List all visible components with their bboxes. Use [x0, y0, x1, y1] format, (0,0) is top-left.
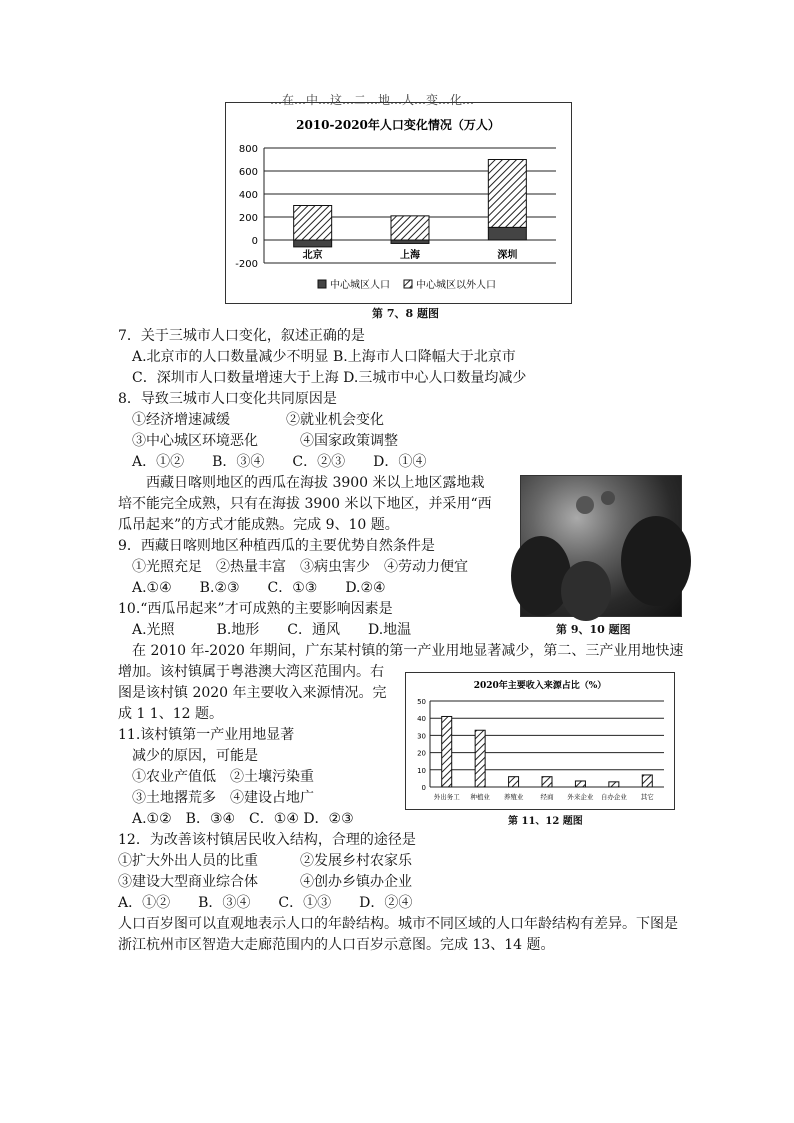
- chart1-ytick: 600: [238, 167, 258, 178]
- q11-reasons-1: ①农业产值低 ②土壤污染重: [132, 769, 314, 785]
- chart2-xlabel: 种植业: [470, 793, 490, 801]
- chart2-ytick: 40: [417, 715, 426, 724]
- passage-13-14-line2: 浙江杭州市区智造大走廊范围内的人口百岁示意图。完成 13、14 题。: [118, 937, 555, 953]
- chart2-ytick: 20: [417, 749, 426, 758]
- q9-options: A.①④ B.②③ C．①③ D.②④: [132, 580, 386, 596]
- chart2-ytick: 10: [417, 766, 426, 775]
- q7-options-ab: A.北京市的人口数量减少不明显 B.上海市人口降幅大于北京市: [132, 349, 516, 365]
- chart1-ytick: 800: [238, 144, 258, 155]
- chart1-xlabel: 上海: [400, 250, 420, 261]
- top-cut-text: …在…中…这…二…地…人…变…化…: [270, 93, 475, 107]
- chart2-xlabel: 外出务工: [433, 793, 460, 801]
- income-chart-caption: 第 11、12 题图: [508, 816, 583, 827]
- q9-conditions: ①光照充足 ②热量丰富 ③病虫害少 ④劳动力便宜: [132, 559, 468, 575]
- q11-options: A.①② B．③④ C．①④ D．②③: [132, 811, 354, 827]
- chart2-xlabel: 自办企业: [600, 793, 627, 801]
- q8-reasons-2: ③中心城区环境恶化 ④国家政策调整: [132, 433, 398, 449]
- passage-9-10-line2: 培不能完全成熟，只有在海拔 3900 米以下地区，并采用“西: [118, 496, 492, 512]
- chart2-bar: [609, 782, 619, 787]
- chart2-bar: [475, 730, 485, 787]
- chart2-bar: [642, 775, 652, 787]
- q12-ways-1: ①扩大外出人员的比重 ②发展乡村农家乐: [118, 853, 412, 869]
- chart2-bar: [442, 716, 452, 787]
- q12-stem: 12．为改善该村镇居民收入结构，合理的途径是: [118, 832, 416, 848]
- chart1-bar-outer: [391, 216, 429, 240]
- q9-stem: 9．西藏日喀则地区种植西瓜的主要优势自然条件是: [118, 538, 435, 554]
- chart1-title: 2010-2020年人口变化情况（万人）: [296, 118, 500, 132]
- population-chart: [226, 103, 571, 303]
- q7-options-cd: C．深圳市人口数量增速大于上海 D.三城市中心人口数量均减少: [132, 370, 527, 386]
- chart1-ytick: -200: [235, 259, 258, 270]
- income-chart: [406, 673, 674, 809]
- chart1-xlabel: 深圳: [497, 250, 518, 261]
- passage-9-10-line1: 西藏日喀则地区的西瓜在海拔 3900 米以上地区露地栽: [146, 475, 485, 491]
- population-chart-caption: 第 7、8 题图: [372, 307, 439, 320]
- chart1-xlabel: 北京: [302, 250, 323, 261]
- chart2-bar: [509, 777, 519, 787]
- watermelon-greenhouse-photo: [520, 475, 682, 617]
- chart1-bar-central: [488, 227, 526, 240]
- chart1-bar-central: [294, 240, 332, 247]
- chart2-xlabel: 外来企业: [567, 793, 594, 801]
- photo-caption: 第 9、10 题图: [556, 623, 631, 636]
- q8-reasons-1: ①经济增速减缓 ②就业机会变化: [132, 412, 384, 428]
- q7-stem: 7．关于三城市人口变化，叙述正确的是: [118, 328, 365, 344]
- q10-options: A.光照 B.地形 C．通风 D.地温: [132, 622, 412, 638]
- chart1-bar-central: [391, 240, 429, 243]
- chart2-title: 2020年主要收入来源占比（%）: [473, 681, 607, 691]
- passage-11-12-line3: 图是该村镇 2020 年主要收入来源情况。完: [118, 685, 387, 701]
- population-chart-figure: [225, 102, 572, 304]
- chart2-xlabel: 经商: [540, 793, 554, 801]
- chart1-bar-outer: [488, 160, 526, 228]
- chart1-bar-outer: [294, 206, 332, 241]
- q8-stem: 8．导致三城市人口变化共同原因是: [118, 391, 337, 407]
- chart2-xlabel: 其它: [640, 793, 654, 801]
- income-chart-figure: [405, 672, 675, 810]
- passage-11-12-line4: 成 1 1、12 题。: [118, 706, 223, 722]
- chart2-ytick: 50: [417, 698, 426, 706]
- passage-11-12-line2: 增加。该村镇属于粤港澳大湾区范围内。右: [118, 664, 384, 680]
- chart2-ytick: 30: [417, 732, 426, 741]
- q12-options: A．①② B．③④ C．①③ D．②④: [118, 895, 413, 911]
- passage-13-14-line1: 人口百岁图可以直观地表示人口的年龄结构。城市不同区域的人口年龄结构有差异。下图是: [118, 916, 678, 932]
- chart2-bar: [575, 781, 585, 787]
- passage-9-10-line3: 瓜吊起来”的方式才能成熟。完成 9、10 题。: [118, 517, 399, 533]
- legend-swatch-outer: [404, 280, 412, 288]
- chart1-ytick: 0: [251, 236, 258, 247]
- q11-reasons-2: ③土地撂荒多 ④建设占地广: [132, 790, 314, 806]
- passage-11-12-line1: 在 2010 年-2020 年期间，广东某村镇的第一产业用地显著减少，第二、三产业用地快速: [132, 643, 684, 659]
- q12-ways-2: ③建设大型商业综合体 ④创办乡镇办企业: [118, 874, 412, 890]
- q8-options: A．①② B．③④ C．②③ D．①④: [132, 454, 427, 470]
- chart1-ytick: 400: [238, 190, 258, 201]
- q11-stem-2: 减少的原因，可能是: [132, 748, 258, 764]
- chart2-ytick: 0: [421, 784, 426, 792]
- q11-stem: 11.该村镇第一产业用地显著: [118, 727, 295, 743]
- q10-stem: 10.“西瓜吊起来”才可成熟的主要影响因素是: [118, 601, 393, 617]
- chart2-bar: [542, 777, 552, 787]
- legend-label-central: 中心城区人口: [330, 280, 390, 291]
- chart1-ytick: 200: [238, 213, 258, 224]
- legend-swatch-central: [318, 280, 326, 288]
- chart2-xlabel: 养殖业: [503, 793, 524, 801]
- legend-label-outer: 中心城区以外人口: [416, 280, 496, 291]
